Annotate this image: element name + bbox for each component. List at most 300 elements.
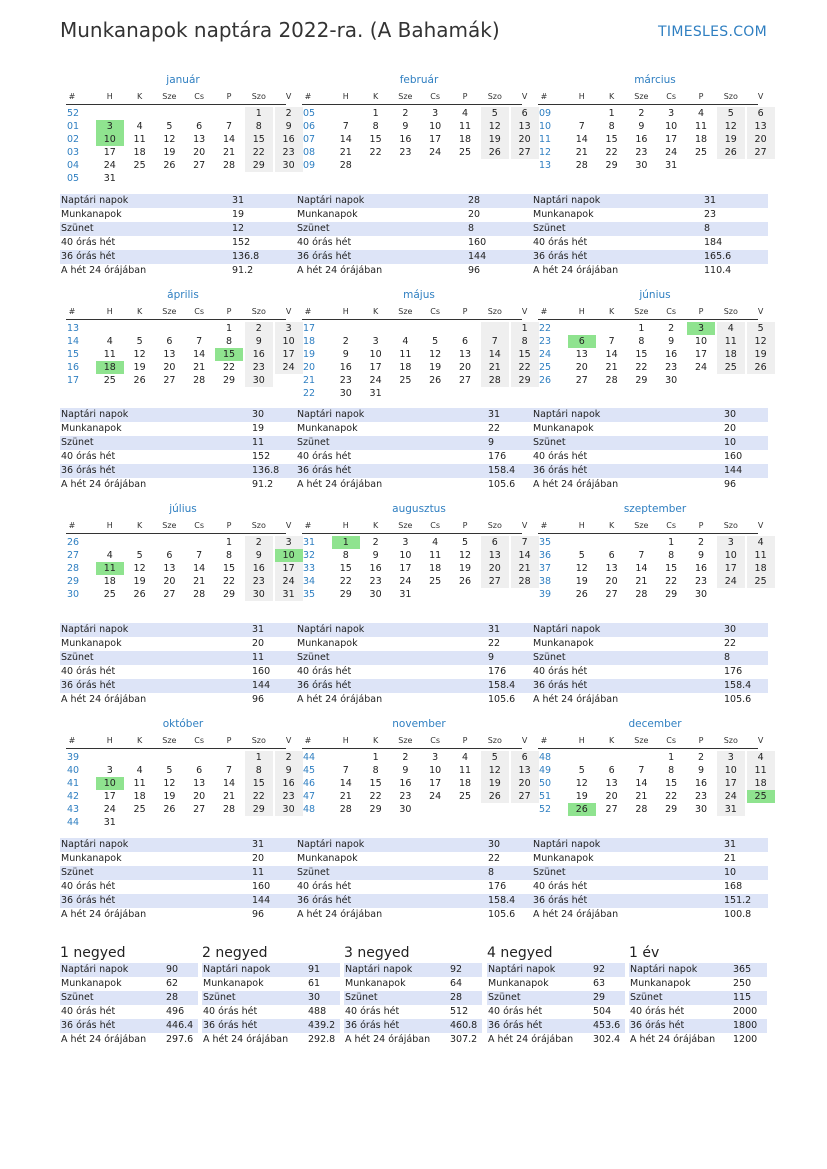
stats-row — [60, 838, 296, 852]
stats-label: Munkanapok — [203, 978, 264, 989]
day-cell: 30 — [245, 374, 273, 387]
day-cell: 24 — [103, 160, 116, 171]
stats-label: 40 órás hét — [61, 1006, 116, 1017]
stats-label: 40 órás hét — [61, 237, 116, 248]
week-number: 46 — [303, 778, 316, 789]
day-cell: 4 — [697, 108, 705, 119]
stats-row — [532, 908, 768, 922]
stats-value: 30 — [724, 409, 737, 420]
day-cell: 17 — [275, 348, 303, 361]
stats-row — [60, 651, 296, 665]
weekday-header: V — [757, 736, 764, 745]
day-cell: 23 — [275, 146, 303, 159]
day-cell: 15 — [245, 133, 273, 146]
day-cell: 5 — [578, 550, 585, 561]
stats-value: 31 — [704, 195, 717, 206]
month-stats — [60, 838, 296, 922]
stats-row — [296, 436, 532, 450]
stats-row — [532, 651, 768, 665]
stats-label: Naptári napok — [61, 624, 129, 635]
stats-label: 40 órás hét — [533, 451, 588, 462]
stats-label: Munkanapok — [61, 638, 122, 649]
weekday-header: Szo — [723, 92, 738, 101]
day-cell: 22 — [222, 576, 236, 587]
stats-row — [60, 866, 296, 880]
stats-value: 160 — [252, 881, 271, 892]
day-cell: 28 — [481, 374, 509, 387]
stats-label: A hét 24 órájában — [488, 1034, 574, 1045]
stats-value: 91 — [308, 964, 321, 975]
week-number: 44 — [303, 752, 316, 763]
stats-value: 152 — [232, 237, 251, 248]
stats-row — [60, 693, 296, 707]
month-block — [66, 72, 295, 184]
weekday-header: K — [608, 92, 615, 101]
day-cell: 7 — [225, 121, 233, 132]
week-number: 21 — [303, 375, 316, 386]
holiday-day-cell: 6 — [568, 335, 596, 348]
weekday-header: K — [136, 521, 143, 530]
weekday-header: P — [462, 307, 468, 316]
day-cell: 7 — [196, 550, 203, 561]
week-number: 07 — [303, 134, 316, 145]
day-cell: 14 — [575, 134, 588, 145]
holiday-day-cell: 1 — [332, 536, 360, 549]
stats-row — [60, 894, 296, 908]
day-cell: 24 — [694, 362, 708, 373]
day-cell: 17 — [717, 562, 745, 575]
stats-label: Naptári napok — [345, 964, 413, 975]
stats-row — [344, 963, 482, 977]
day-cell: 16 — [275, 133, 303, 146]
month-block — [302, 72, 531, 171]
stats-row — [60, 450, 296, 464]
day-cell: 31 — [275, 588, 303, 601]
day-cell: 9 — [668, 336, 675, 347]
day-cell: 1 — [511, 322, 539, 335]
stats-row — [344, 1019, 482, 1033]
day-cell: 8 — [668, 765, 675, 776]
stats-label: 36 órás hét — [533, 895, 588, 906]
weekday-header: P — [462, 92, 468, 101]
header-rule — [538, 533, 758, 534]
stats-row — [60, 436, 296, 450]
day-cell: 14 — [339, 778, 352, 789]
stats-value: 10 — [724, 437, 737, 448]
day-cell: 26 — [163, 804, 176, 815]
holiday-day-cell: 3 — [96, 120, 124, 133]
day-cell: 20 — [481, 562, 509, 575]
stats-value: 144 — [724, 465, 743, 476]
day-cell: 5 — [481, 107, 509, 120]
stats-row — [60, 623, 296, 637]
stats-label: A hét 24 órájában — [297, 265, 383, 276]
weekday-header: Sze — [634, 92, 649, 101]
weekday-header: H — [578, 736, 585, 745]
quarter-block — [487, 943, 625, 1047]
weekday-header: # — [68, 521, 76, 530]
stats-row — [202, 1019, 340, 1033]
day-cell: 29 — [665, 804, 678, 815]
day-cell: 20 — [511, 777, 539, 790]
stats-row — [60, 963, 198, 977]
stats-value: 100.8 — [724, 909, 752, 920]
day-cell: 17 — [694, 349, 708, 360]
day-cell: 13 — [605, 778, 618, 789]
weekday-header: # — [540, 521, 548, 530]
day-cell: 16 — [694, 778, 708, 789]
day-cell: 19 — [133, 576, 146, 587]
stats-label: Naptári napok — [533, 409, 601, 420]
day-cell: 19 — [481, 133, 509, 146]
day-cell: 12 — [133, 563, 146, 574]
stats-row — [487, 1033, 625, 1047]
brand-link[interactable]: TIMESLES.COM — [658, 24, 767, 40]
day-cell: 20 — [747, 133, 775, 146]
day-cell: 25 — [103, 375, 116, 386]
week-number: 39 — [539, 589, 552, 600]
day-cell: 19 — [163, 147, 176, 158]
stats-value: 96 — [468, 265, 481, 276]
day-cell: 1 — [668, 537, 675, 548]
stats-label: Naptári napok — [488, 964, 556, 975]
week-number: 18 — [303, 336, 316, 347]
weekday-header: Szo — [723, 521, 738, 530]
day-cell: 14 — [193, 349, 206, 360]
stats-row — [532, 665, 768, 679]
month-name: szeptember — [623, 503, 687, 515]
day-cell: 22 — [511, 361, 539, 374]
day-cell: 28 — [635, 589, 648, 600]
stats-row — [532, 679, 768, 693]
stats-row — [532, 264, 768, 278]
stats-value: 160 — [468, 237, 487, 248]
stats-row — [629, 1033, 767, 1047]
day-cell: 7 — [638, 765, 645, 776]
week-number: 13 — [539, 160, 552, 171]
weekday-header: V — [521, 736, 528, 745]
stats-label: 40 órás hét — [533, 237, 588, 248]
day-cell: 21 — [481, 361, 509, 374]
day-cell: 22 — [665, 576, 678, 587]
holiday-day-cell: 10 — [96, 777, 124, 790]
stats-value: 512 — [450, 1006, 469, 1017]
day-cell: 26 — [133, 589, 146, 600]
stats-label: 40 órás hét — [630, 1006, 685, 1017]
day-cell: 11 — [717, 335, 745, 348]
day-cell: 3 — [668, 108, 675, 119]
weekday-header: Cs — [666, 736, 677, 745]
stats-label: Munkanapok — [345, 978, 406, 989]
stats-label: A hét 24 órájában — [61, 1034, 147, 1045]
day-cell: 12 — [163, 778, 176, 789]
stats-value: 158.4 — [724, 680, 752, 691]
weekday-header: H — [578, 521, 585, 530]
weekday-header: H — [342, 736, 349, 745]
day-cell: 19 — [575, 576, 588, 587]
day-cell: 2 — [245, 536, 273, 549]
week-number: 35 — [539, 537, 552, 548]
week-number: 39 — [67, 752, 80, 763]
weekday-header: V — [521, 92, 528, 101]
day-cell: 4 — [717, 322, 745, 335]
stats-row — [296, 679, 532, 693]
week-number: 40 — [67, 765, 80, 776]
day-cell: 8 — [342, 550, 349, 561]
day-cell: 9 — [402, 121, 409, 132]
stats-row — [60, 408, 296, 422]
weekday-header: K — [136, 92, 143, 101]
day-cell: 13 — [193, 778, 206, 789]
stats-label: 40 órás hét — [297, 237, 352, 248]
day-cell: 8 — [225, 550, 233, 561]
day-cell: 21 — [605, 362, 618, 373]
stats-value: 160 — [252, 666, 271, 677]
day-cell: 16 — [339, 362, 352, 373]
day-cell: 10 — [694, 336, 708, 347]
day-cell: 21 — [222, 147, 236, 158]
week-number: 05 — [303, 108, 316, 119]
day-cell: 19 — [163, 791, 176, 802]
month-stats — [60, 623, 296, 707]
day-cell: 5 — [578, 765, 585, 776]
weekday-header: Cs — [666, 92, 677, 101]
quarter-block — [344, 943, 482, 1047]
stats-row — [60, 908, 296, 922]
day-cell: 9 — [372, 550, 379, 561]
day-cell: 26 — [163, 160, 176, 171]
weekday-header: Szo — [251, 521, 266, 530]
weekday-header: V — [285, 307, 292, 316]
day-cell: 26 — [458, 576, 472, 587]
stats-value: 307.2 — [450, 1034, 478, 1045]
day-cell: 2 — [275, 107, 303, 120]
day-cell: 1 — [372, 752, 379, 763]
stats-value: 28 — [468, 195, 481, 206]
day-cell: 6 — [511, 751, 539, 764]
day-cell: 1 — [245, 107, 273, 120]
stats-row — [60, 478, 296, 492]
day-cell: 14 — [339, 134, 352, 145]
week-number: 03 — [67, 147, 80, 158]
stats-row — [487, 963, 625, 977]
weekday-header: Cs — [194, 736, 205, 745]
stats-label: 36 órás hét — [533, 680, 588, 691]
weekday-header: Sze — [162, 307, 177, 316]
weekday-header: V — [521, 307, 528, 316]
day-cell: 20 — [193, 147, 206, 158]
day-cell: 16 — [665, 349, 678, 360]
month-name: augusztus — [392, 503, 446, 515]
day-cell: 12 — [575, 563, 588, 574]
day-cell: 26 — [133, 375, 146, 386]
day-cell: 18 — [694, 134, 708, 145]
stats-value: 31 — [488, 409, 501, 420]
holiday-day-cell: 10 — [96, 133, 124, 146]
stats-value: 151.2 — [724, 895, 752, 906]
month-stats — [532, 838, 768, 922]
day-cell: 29 — [339, 589, 352, 600]
stats-row — [532, 408, 768, 422]
day-cell: 16 — [245, 562, 273, 575]
stats-label: Naptári napok — [61, 964, 129, 975]
day-cell: 14 — [222, 778, 236, 789]
stats-row — [60, 679, 296, 693]
month-stats — [296, 838, 532, 922]
day-cell: 8 — [638, 336, 645, 347]
month-name: június — [639, 289, 671, 301]
day-cell: 25 — [399, 375, 412, 386]
day-cell: 24 — [399, 576, 412, 587]
stats-row — [202, 977, 340, 991]
stats-value: 10 — [724, 867, 737, 878]
stats-value: 30 — [724, 624, 737, 635]
stats-label: Szünet — [61, 437, 94, 448]
month-stats — [532, 408, 768, 492]
day-cell: 16 — [399, 134, 412, 145]
weekday-header: Sze — [162, 521, 177, 530]
stats-row — [60, 991, 198, 1005]
stats-value: 9 — [488, 437, 495, 448]
week-number: 12 — [539, 147, 552, 158]
day-cell: 9 — [342, 349, 349, 360]
day-cell: 17 — [275, 562, 303, 575]
day-cell: 7 — [196, 336, 203, 347]
header-rule — [66, 104, 286, 105]
day-cell: 24 — [717, 790, 745, 803]
stats-row — [296, 880, 532, 894]
day-cell: 3 — [432, 108, 439, 119]
week-number: 19 — [303, 349, 316, 360]
quarter-stats — [629, 963, 767, 1047]
stats-value: 8 — [704, 223, 711, 234]
week-number: 36 — [539, 550, 552, 561]
day-cell: 7 — [481, 335, 509, 348]
day-cell: 22 — [665, 791, 678, 802]
stats-value: 115 — [733, 992, 752, 1003]
stats-label: Szünet — [533, 223, 566, 234]
day-cell: 27 — [605, 589, 618, 600]
stats-label: Munkanapok — [61, 423, 122, 434]
stats-label: 36 órás hét — [61, 465, 116, 476]
day-cell: 12 — [133, 349, 146, 360]
day-cell: 7 — [225, 765, 233, 776]
day-cell: 11 — [747, 764, 775, 777]
day-cell: 6 — [608, 550, 615, 561]
week-number: 24 — [539, 349, 552, 360]
quarter-stats — [202, 963, 340, 1047]
month-block — [302, 716, 531, 815]
day-cell: 6 — [166, 550, 173, 561]
stats-value: 250 — [733, 978, 752, 989]
stats-label: Naptári napok — [61, 409, 129, 420]
day-cell: 11 — [458, 765, 472, 776]
header-rule — [66, 533, 286, 534]
weekday-header: K — [372, 307, 379, 316]
week-number: 44 — [67, 817, 80, 828]
stats-label: 36 órás hét — [488, 1020, 543, 1031]
day-cell: 9 — [697, 765, 705, 776]
week-number: 42 — [67, 791, 80, 802]
month-block — [66, 716, 295, 828]
day-cell: 19 — [747, 348, 775, 361]
day-cell: 28 — [339, 160, 352, 171]
stats-value: 96 — [252, 694, 265, 705]
stats-label: 36 órás hét — [630, 1020, 685, 1031]
stats-value: 160 — [724, 451, 743, 462]
day-cell: 4 — [136, 765, 143, 776]
weekday-header: K — [608, 307, 615, 316]
quarter-stats — [487, 963, 625, 1047]
week-number: 16 — [67, 362, 80, 373]
weekday-header: Sze — [398, 92, 413, 101]
day-cell: 28 — [339, 804, 352, 815]
week-number: 50 — [539, 778, 552, 789]
day-cell: 2 — [372, 537, 379, 548]
day-cell: 4 — [402, 336, 409, 347]
stats-label: Naptári napok — [297, 195, 365, 206]
day-cell: 24 — [369, 375, 382, 386]
day-cell: 5 — [481, 751, 509, 764]
stats-row — [532, 478, 768, 492]
day-cell: 28 — [511, 575, 539, 588]
day-cell: 14 — [481, 348, 509, 361]
weekday-header: K — [608, 521, 615, 530]
day-cell: 23 — [339, 375, 352, 386]
stats-label: A hét 24 órájában — [61, 694, 147, 705]
stats-row — [60, 464, 296, 478]
day-cell: 28 — [575, 160, 588, 171]
day-cell: 8 — [372, 121, 379, 132]
stats-value: 105.6 — [488, 479, 516, 490]
day-cell: 31 — [103, 817, 116, 828]
weekday-header: # — [304, 92, 312, 101]
stats-row — [629, 977, 767, 991]
day-cell: 18 — [103, 576, 116, 587]
weekday-header: H — [106, 92, 113, 101]
stats-row — [202, 991, 340, 1005]
week-number: 08 — [303, 147, 316, 158]
stats-label: Munkanapok — [630, 978, 691, 989]
stats-label: Munkanapok — [61, 978, 122, 989]
stats-label: 40 órás hét — [533, 881, 588, 892]
day-cell: 11 — [399, 349, 412, 360]
day-cell: 30 — [694, 804, 708, 815]
day-cell: 22 — [369, 147, 382, 158]
stats-label: Naptári napok — [533, 195, 601, 206]
day-cell: 31 — [369, 388, 382, 399]
weekday-header: # — [304, 736, 312, 745]
holiday-day-cell: 25 — [747, 790, 775, 803]
week-number: 52 — [67, 108, 80, 119]
day-cell: 8 — [668, 550, 675, 561]
day-cell: 13 — [163, 563, 176, 574]
day-cell: 29 — [511, 374, 539, 387]
stats-value: 62 — [166, 978, 179, 989]
day-cell: 23 — [694, 576, 708, 587]
stats-value: 144 — [252, 895, 271, 906]
day-cell: 17 — [369, 362, 382, 373]
stats-label: Szünet — [297, 437, 330, 448]
day-cell: 20 — [163, 576, 176, 587]
stats-label: 36 órás hét — [533, 465, 588, 476]
stats-value: 1200 — [733, 1034, 758, 1045]
holiday-day-cell: 11 — [96, 562, 124, 575]
quarter-block — [60, 943, 198, 1047]
stats-value: 92 — [593, 964, 606, 975]
week-number: 52 — [539, 804, 552, 815]
day-cell: 15 — [222, 563, 236, 574]
